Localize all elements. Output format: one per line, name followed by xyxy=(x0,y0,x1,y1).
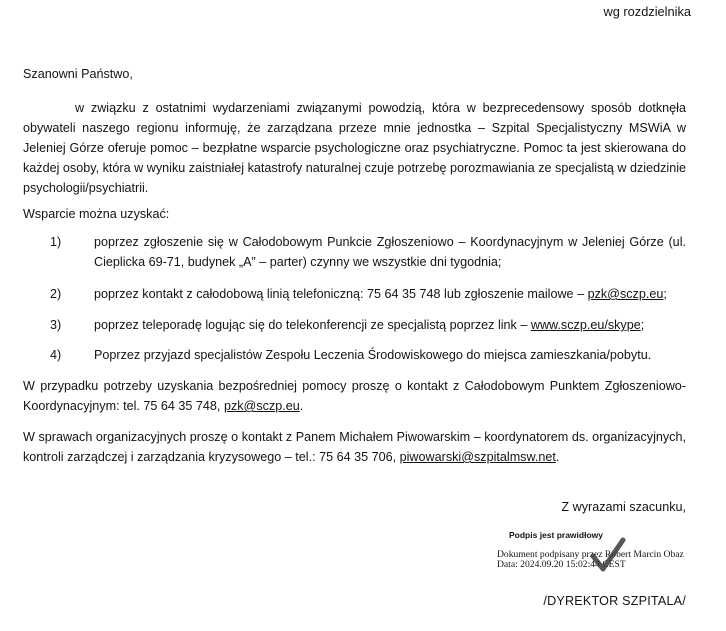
digital-signature xyxy=(497,530,712,570)
checkmark-icon xyxy=(587,536,627,576)
recipient-line: wg rozdzielnika xyxy=(603,4,691,19)
list-number: 3) xyxy=(50,318,62,332)
list-punct: ; xyxy=(663,287,667,301)
list-text: poprzez teleporadę logując się do telekonferencji ze specjalistą poprzez link – xyxy=(94,318,531,332)
paragraph-organizational xyxy=(23,427,686,467)
greeting: Szanowni Państwo, xyxy=(23,67,133,81)
list-text: Poprzez przyjazd specjalistów Zespołu Leczenia Środowiskowego do miejsca zamieszkania/pobytu. xyxy=(94,348,652,362)
signature-valid-label: Podpis jest prawidłowy xyxy=(509,530,603,540)
signatory-role: /DYREKTOR SZPITALA/ xyxy=(543,594,686,608)
skype-link[interactable]: www.sczp.eu/skype xyxy=(530,318,641,332)
list-text: poprzez kontakt z całodobową linią telefoniczną: 75 64 35 748 lub zgłoszenie mailowe – xyxy=(94,287,588,301)
list-text: poprzez zgłoszenie się w Całodobowym Punkcie Zgłoszeniowo – Koordynacyjnym w Jeleniej Górze (ul. Cieplicka 69-71, budynek „A” – parter) czynny we wszystkie dni tygodnia; xyxy=(94,235,686,269)
list-punct: ; xyxy=(640,318,645,332)
contact-text: W przypadku potrzeby uzyskania bezpośredniej pomocy proszę o kontakt z Całodobowym Punktem Zgłoszeniowo-Koordynacyjnym: tel. 75 64 35 748, xyxy=(23,379,686,413)
email-link[interactable]: piwowarski@szpitalmsw.net xyxy=(399,450,556,464)
organizational-punct: . xyxy=(555,450,560,464)
email-link[interactable]: pzk@sczp.eu xyxy=(587,287,664,301)
support-intro: Wsparcie można uzyskać: xyxy=(23,207,170,221)
list-number: 4) xyxy=(50,348,62,362)
closing: Z wyrazami szacunku, xyxy=(561,500,686,514)
list-text-wrap xyxy=(94,315,686,335)
list-number: 1) xyxy=(50,235,62,249)
list-text-wrap xyxy=(94,284,686,304)
organizational-text: W sprawach organizacyjnych proszę o kontakt z Panem Michałem Piwowarskim – koordynatorem ds. organizacyjnych, kontroli zarządczej i zarządzania kryzysowego – tel.: 75 64 35 706, xyxy=(23,430,686,464)
signature-date: Data: 2024.09.20 15:02:44 CEST xyxy=(497,559,626,570)
contact-punct: . xyxy=(299,399,304,413)
paragraph-intro: w związku z ostatnimi wydarzeniami związanymi powodzią, która w bezprecedensowy sposób dotknęła obywateli naszego regionu informuję, że zarządzana przeze mnie jednostka – Szpital Specjalistyczny MSWiA w Jeleniej Górze oferuje pomoc – bezpłatne wsparcie psychologiczne oraz psychiatryczne. Pomoc ta jest skierowana do każdej osoby, która w wyniku zaistniałej katastrofy naturalnej czuje potrzebę porozmawiania ze specjalistą w dziedzinie psychologii/psychiatrii. xyxy=(23,101,686,195)
paragraph-contact xyxy=(23,376,686,416)
signature-signer: Dokument podpisany przez Robert Marcin Obaz xyxy=(497,549,684,560)
list-number: 2) xyxy=(50,287,62,301)
email-link[interactable]: pzk@sczp.eu xyxy=(223,399,300,413)
